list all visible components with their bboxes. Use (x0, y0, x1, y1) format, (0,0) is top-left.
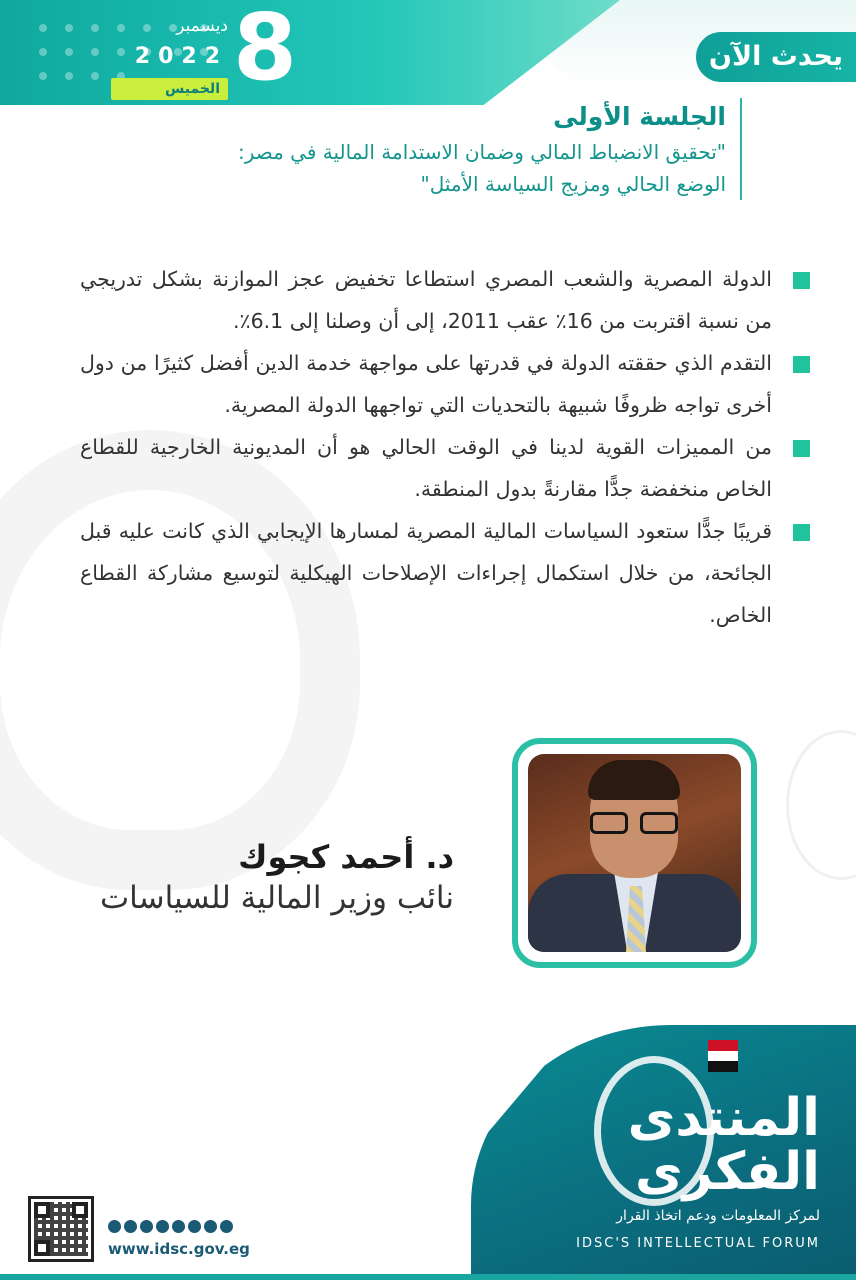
speaker-photo (528, 754, 741, 952)
session-header (142, 98, 742, 200)
bottom-strip (0, 1274, 856, 1280)
bullet-text: من المميزات القوية لدينا في الوقت الحالي هو أن المديونية الخارجية للقطاع الخاص منخفضة جدًّا مقارنةً بدول المنطقة. (80, 435, 772, 501)
date-day: 8 (233, 0, 298, 101)
bullet-text: قريبًا جدًّا ستعود السياسات المالية المصرية لمسارها الإيجابي الذي كانت عليه قبل الجائحة، من خلال استكمال إجراءات الإصلاحات الهيكلية لتوسيع مشاركة القطاع الخاص. (80, 519, 772, 627)
instagram-icon[interactable] (140, 1220, 153, 1233)
bullet-square-icon (793, 440, 810, 457)
bullet-item (80, 510, 810, 636)
social-icons (108, 1220, 233, 1233)
linkedin-icon[interactable] (156, 1220, 169, 1233)
twitter-icon[interactable] (124, 1220, 137, 1233)
session-subtitle-line1: "تحقيق الانضباط المالي وضمان الاستدامة المالية في مصر: (237, 140, 726, 164)
website-link[interactable]: www.idsc.gov.eg (108, 1240, 250, 1258)
header-band (0, 0, 620, 105)
bullet-square-icon (793, 272, 810, 289)
youtube-icon[interactable] (172, 1220, 185, 1233)
egypt-flag-icon (708, 1040, 738, 1072)
bullet-square-icon (793, 356, 810, 373)
soundcloud-icon[interactable] (188, 1220, 201, 1233)
lightbulb-outline-icon (786, 730, 856, 880)
session-subtitle-line2: الوضع الحالي ومزيج السياسة الأمثل" (420, 172, 726, 196)
forum-name-line2: الفكرى (634, 1142, 820, 1202)
speaker-role: نائب وزير المالية للسياسات (100, 880, 454, 916)
bullet-item (80, 426, 810, 510)
bullet-text: التقدم الذي حققته الدولة في قدرتها على مواجهة خدمة الدين أفضل كثيرًا من دول أخرى تواجه ظروفًا شبيهة بالتحديات التي تواجهها الدولة المصرية. (80, 351, 772, 417)
bullet-item (80, 258, 810, 342)
forum-name-line1: المنتدى (627, 1088, 820, 1148)
forum-english-name: IDSC'S INTELLECTUAL FORUM (576, 1236, 820, 1251)
happening-now-badge: يحدث الآن (696, 32, 856, 82)
date-weekday: الخميس (111, 78, 228, 100)
speaker-photo-frame (512, 738, 757, 968)
qr-code-icon[interactable] (28, 1196, 94, 1262)
facebook-icon[interactable] (108, 1220, 121, 1233)
bullet-item (80, 342, 810, 426)
telegram-icon[interactable] (204, 1220, 217, 1233)
bullet-list (80, 258, 810, 636)
speaker-name: د. أحمد كجوك (238, 838, 454, 876)
forum-subtitle: لمركز المعلومات ودعم اتخاذ القرار (616, 1208, 820, 1224)
bullet-text: الدولة المصرية والشعب المصري استطاعا تخفيض عجز الموازنة بشكل تدريجي من نسبة اقتربت من 16٪ عقب 2011، إلى أن وصلنا إلى 6.1٪. (80, 267, 772, 333)
date-year: 2022 (134, 44, 228, 69)
date-month: ديسمبر (176, 16, 228, 36)
tiktok-icon[interactable] (220, 1220, 233, 1233)
session-title: الجلسة الأولى (553, 102, 726, 131)
bullet-square-icon (793, 524, 810, 541)
date-block (105, 0, 305, 103)
